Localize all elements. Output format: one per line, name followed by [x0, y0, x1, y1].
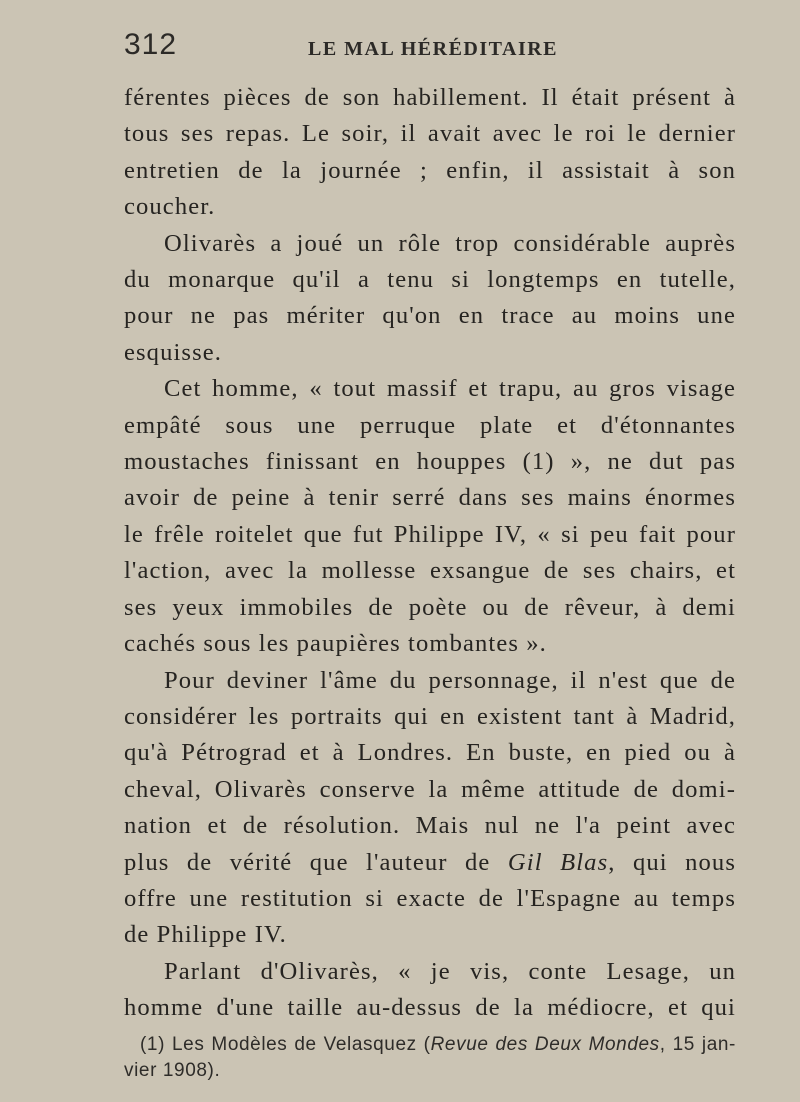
- text-line: coucher.: [124, 193, 216, 221]
- running-title: LE MAL HÉRÉDITAIRE: [308, 38, 559, 60]
- text-line: l'action, avec la mollesse exsangue de ses chairs, et: [124, 557, 736, 585]
- text-line: nation et de résolution. Mais nul ne l'a peint avec: [124, 812, 736, 840]
- text-line: de Philippe IV.: [124, 921, 287, 949]
- text-line: Parlant d'Olivarès, « je vis, conte Lesage, un: [164, 957, 736, 985]
- text-line: Pour deviner l'âme du personnage, il n'est que de: [164, 666, 736, 694]
- text-line: avoir de peine à tenir serré dans ses mains énormes: [124, 484, 736, 512]
- text-line: empâté sous une perruque plate et d'étonnantes: [124, 411, 736, 439]
- page-header: [124, 28, 736, 68]
- text-line: pour ne pas mériter qu'on en trace au moins une: [124, 302, 736, 330]
- page-number: 312: [124, 28, 178, 61]
- footnote-journal: Revue des Deux Mondes: [430, 1034, 660, 1055]
- footnote-line: vier 1908).: [124, 1060, 221, 1081]
- text-line: Cet homme, « tout massif et trapu, au gros visage: [164, 375, 736, 403]
- text-line: ses yeux immobiles de poète ou de rêveur, à demi: [124, 593, 736, 621]
- footnote-text: Les Modèles de Velasquez (: [172, 1034, 431, 1055]
- footnote-marker: (1): [140, 1034, 166, 1055]
- footnote: [124, 1032, 736, 1084]
- text-line: cheval, Olivarès conserve la même attitude de domi-: [124, 775, 736, 803]
- text-line: considérer les portraits qui en existent tant à Madrid,: [124, 702, 736, 730]
- text-line: le frêle roitelet que fut Philippe IV, « si peu fait pour: [124, 520, 736, 548]
- text-segment: , qui nous: [608, 848, 736, 876]
- text-line: [124, 845, 736, 881]
- text-line: offre une restitution si exacte de l'Espagne au temps: [124, 884, 736, 912]
- body-text: [124, 80, 736, 1027]
- text-segment: plus de vérité que l'auteur de: [124, 848, 491, 876]
- text-line: du monarque qu'il a tenu si longtemps en tutelle,: [124, 266, 736, 294]
- footnote-line: [140, 1032, 736, 1058]
- text-line: moustaches finissant en houppes (1) », ne dut pas: [124, 448, 736, 476]
- text-line: tous ses repas. Le soir, il avait avec le roi le dernier: [124, 120, 736, 148]
- footnote-text: , 15 jan-: [659, 1034, 736, 1055]
- text-line: entretien de la journée ; enfin, il assistait à son: [124, 156, 736, 184]
- text-line: cachés sous les paupières tombantes ».: [124, 630, 547, 658]
- book-title: Gil Blas: [507, 848, 609, 876]
- text-line: esquisse.: [124, 338, 223, 366]
- text-line: homme d'une taille au-dessus de la médiocre, et qui: [124, 994, 736, 1022]
- text-line: Olivarès a joué un rôle trop considérable auprès: [164, 229, 736, 257]
- text-line: qu'à Pétrograd et à Londres. En buste, en pied ou à: [124, 739, 736, 767]
- text-line: férentes pièces de son habillement. Il était présent à: [124, 84, 736, 111]
